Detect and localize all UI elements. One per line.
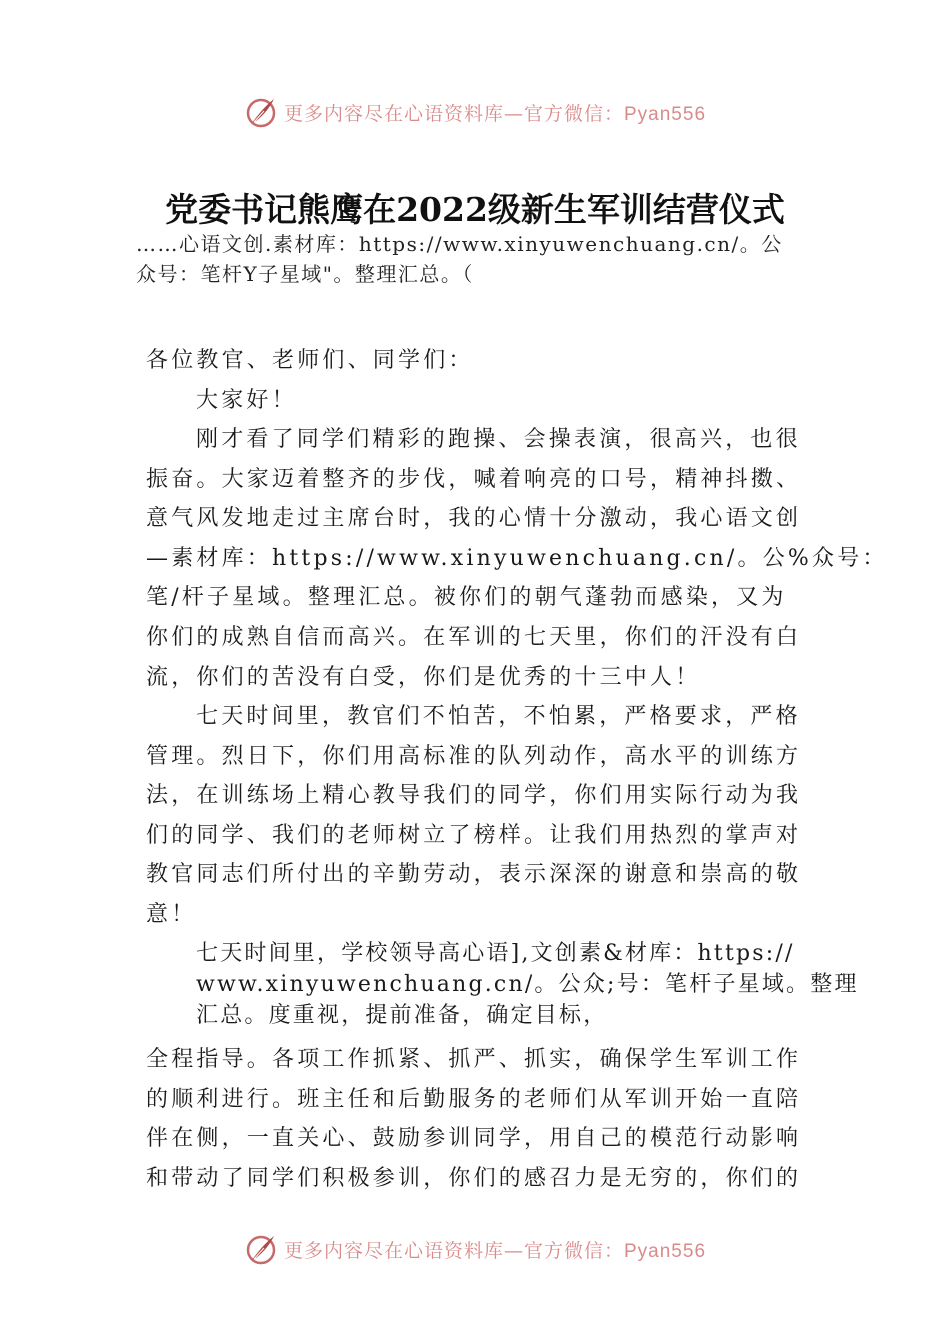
salutation: 各位教官、老师们、同学们： <box>146 348 474 373</box>
quill-logo-icon <box>244 95 278 129</box>
inset-paragraph: 七天时间里，学校领导高心语],文创素&材库：https:// www.xinyuwenchuang.cn/。公众;号：笔杆子星域。整理 汇总。度重视，提前准备，确定目标， <box>196 941 859 1028</box>
paragraph-3: 全程指导。各项工作抓紧、抓严、抓实，确保学生军训工作 的顺利进行。班主任和后勤服务的老师们从军训开始一直陪 伴在侧，一直关心、鼓励参训同学，用自己的模范行动影响 和带动了同学们积极参训，你们的感召力是无穷的，你们的 <box>146 1047 802 1191</box>
banner-text: 更多内容尽在心语资料库—官方微信：Pyan556 <box>283 1239 707 1262</box>
paragraph-1: 刚才看了同学们精彩的跑操、会操表演，很高兴，也很 振奋。大家迈着整齐的步伐，喊着响亮的口号，精神抖擞、 意气风发地走过主席台时，我的心情十分激动，我心语文创 —素材库：https://www.xinyuwenchuang.cn/。公%众号： 笔/杆子星域。整理汇总。被你们的朝气蓬勃而感染，又为 你们的成熟自信而高兴。在军训的七天里，你们的汗没有白 流，你们的苦没有白受，你们是优秀的十三中人！ <box>146 427 888 690</box>
banner-text: 更多内容尽在心语资料库—官方微信：Pyan556 <box>283 102 707 125</box>
paragraph-2: 七天时间里，教官们不怕苦，不怕累，严格要求，严格 管理。烈日下，你们用高标准的队列动作，高水平的训练方 法，在训练场上精心教导我们的同学，你们用实际行动为我 们的同学、我们的老师树立了榜样。让我们用热烈的掌声对 教官同志们所付出的辛勤劳动，表示深深的谢意和崇高的敬 意！ <box>146 704 802 927</box>
footer-banner <box>0 1232 950 1266</box>
document-title: 党委书记熊鹰在2022级新生军训结营仪式 <box>165 190 785 229</box>
quill-logo-icon <box>244 1232 278 1266</box>
header-banner <box>0 95 950 129</box>
wechat-id: Pyan556 <box>624 1240 707 1262</box>
greeting: 大家好！ <box>196 388 297 413</box>
source-line-1: ……心语文创.素材库：https://www.xinyuwenchuang.cn/。公 <box>136 232 783 256</box>
source-line-2: 众号：笔杆Y子星域"。整理汇总。（ <box>136 262 474 286</box>
wechat-id: Pyan556 <box>624 103 707 125</box>
